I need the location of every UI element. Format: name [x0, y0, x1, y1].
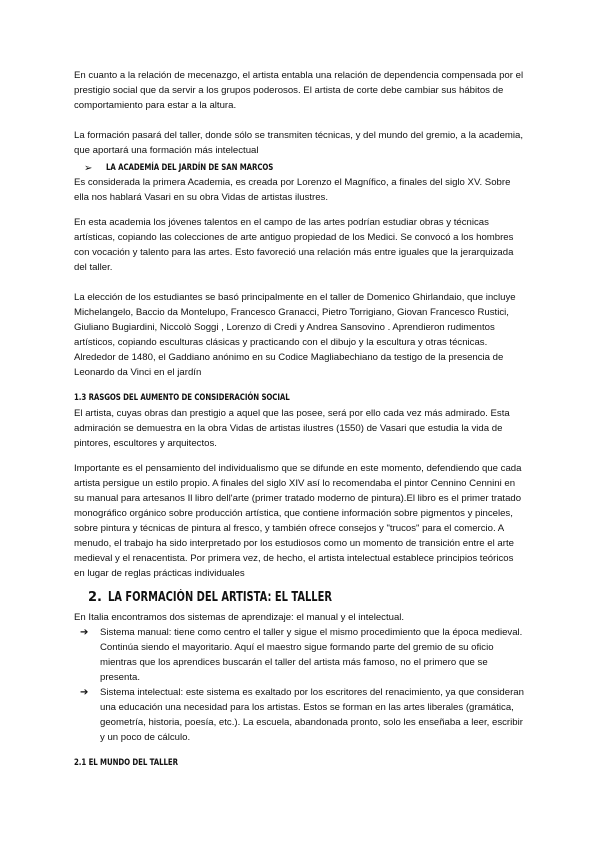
list-item-text: Sistema manual: tiene como centro el taller y sigue el mismo procedimiento que la época medieval. Continúa siendo el mayoritario. Aquí el maestro sigue formando parte del gremio de su oficio mientras que los aprendices buscarán el taller del artista más famoso, no el primero que se presenta.: [100, 627, 523, 683]
arrowhead-bullet-icon: ➢: [84, 162, 93, 174]
right-arrow-icon: ➔: [80, 627, 89, 638]
section-heading-formacion-taller: [74, 586, 526, 608]
list-item-sistema-intelectual: [80, 685, 526, 745]
heading-formacion-text: LA FORMACIÓN DEL ARTISTA: EL TALLER: [108, 589, 332, 605]
heading-mundo-text: 2.1 EL MUNDO DEL TALLER: [74, 758, 178, 768]
section-heading-mundo-taller: [74, 755, 526, 771]
list-item-sistema-manual: [80, 625, 526, 685]
paragraph-jovenes-talentos: En esta academia los jóvenes talentos en el campo de las artes podrían estudiar obras y técnicas artísticas, copiando las colecciones de arte antiguo propiedad de los Medici. Se convocó a los hombres con vocación y talento para las artes. Esto favoreció una relación más entre iguales que la jerarquizada del taller.: [74, 217, 514, 273]
systems-list: [74, 625, 526, 745]
paragraph-sistemas-aprendizaje: En Italia encontramos dos sistemas de aprendizaje: el manual y el intelectual.: [74, 612, 405, 623]
section-heading-rasgos: [74, 390, 526, 406]
paragraph-individualismo: Importante es el pensamiento del individualismo que se difunde en este momento, defendiendo que cada artista persigue un estilo propio. A finales del siglo XIV así lo recomendaba el pintor Cennino Cennini en su manual para artesanos Il libro dell'arte (primer tratado moderno de pintura).El libro es el primer tratado monográfico orgánico sobre producción artística, que contiene información sobre pigmentos y pinceles, sobre pintura y técnicas de pintura al fresco, y también ofrece consejos y "trucos" para el comercio. A menudo, el trabajo ha sido interpretado por los estudiosos como un momento de transición entre el arte medieval y el renacentista. Por primera vez, de hecho, el artista intelectual establece principios teóricos en lugar de reglas prácticas individuales: [74, 463, 522, 579]
list-item-text: Sistema intelectual: este sistema es exaltado por los escritores del renacimiento, ya que consideran una educación una necesidad para los artistas. Estos se forman en las artes liberales (gramática, geometría, historia, poesía, etc.). La escuela, abandonada pronto, solo les enseñaba a leer, escribir y un poco de cálculo.: [100, 687, 524, 743]
heading-rasgos-text: 1.3 RASGOS DEL AUMENTO DE CONSIDERACIÓN SOCIAL: [74, 393, 290, 403]
document-body: [74, 68, 526, 771]
paragraph-primera-academia: Es considerada la primera Academia, es creada por Lorenzo el Magnífico, a finales del siglo XV. Sobre ella nos hablará Vasari en su obra Vidas de artistas ilustres.: [74, 177, 511, 203]
paragraph-eleccion-estudiantes: La elección de los estudiantes se basó principalmente en el taller de Domenico Ghirlandaio, que incluye Michelangelo, Baccio da Montelupo, Francesco Granacci, Pietro Torrigiano, Giovan Francesco Rustici, Giuliano Bugiardini, Niccolò Soggi , Lorenzo di Credi y Andrea Sansovino . Aprendieron rudimentos artísticos, copiando esculturas clásicas y practicando con el dibujo y la escultura y otras técnicas. Alrededor de 1480, el Gaddiano anónimo en su Codice Magliabechiano da testigo de la presencia de Leonardo da Vinci en el jardín: [74, 292, 516, 378]
right-arrow-icon: ➔: [80, 687, 89, 698]
paragraph-admiracion: El artista, cuyas obras dan prestigio a aquel que las posee, será por ello cada vez más admirado. Esta admiración se demuestra en la obra Vidas de artistas ilustres (1550) de Vasari que estudia la vida de pintores, escultores y arquitectos.: [74, 408, 510, 449]
heading-academia-text: LA ACADEMÍA DEL JARDÍN DE SAN MARCOS: [106, 163, 274, 173]
paragraph-mecenazgo: En cuanto a la relación de mecenazgo, el artista entabla una relación de dependencia compensada por el prestigio social que da servir a los grupos poderosos. El artista de corte debe cambiar sus hábitos de comportamiento para estar a la altura.: [74, 70, 524, 111]
heading-number: 2.: [88, 589, 102, 605]
section-heading-academia: [84, 161, 526, 175]
paragraph-formacion: La formación pasará del taller, donde sólo se transmiten técnicas, y del mundo del gremio, a la academia, que aportará una formación más intelectual: [74, 130, 524, 156]
